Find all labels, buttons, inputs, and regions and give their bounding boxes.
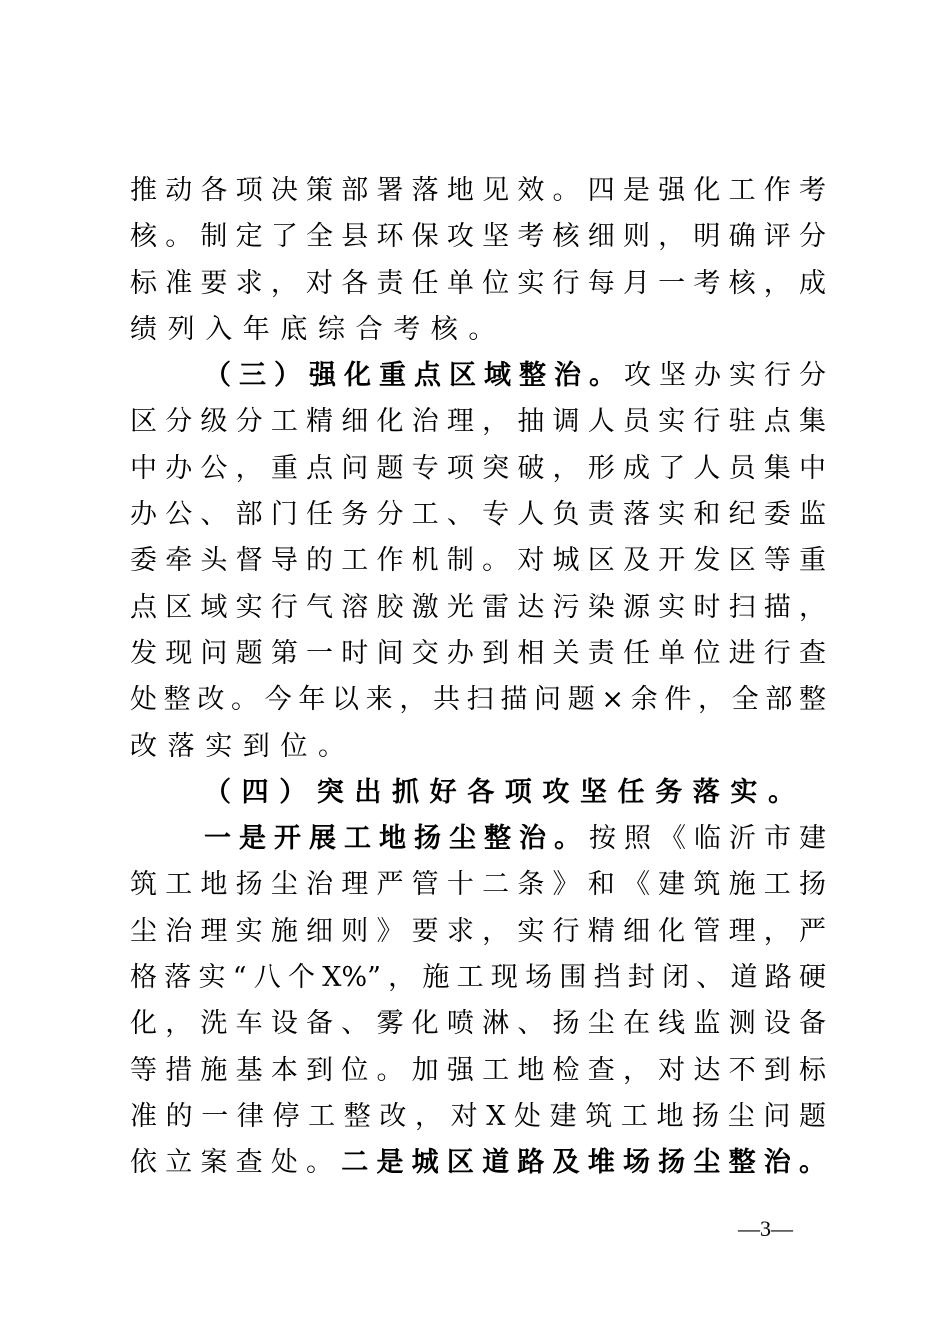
text-line	[130, 446, 826, 492]
text-line	[130, 1001, 826, 1047]
text-line	[130, 1094, 826, 1140]
body-text: 标准要求，对各责任单位实行每月一考核，成	[130, 267, 826, 299]
bold-heading-text: 一是开展工地扬尘整治。	[204, 823, 589, 855]
text-line	[130, 261, 826, 307]
body-text: 点区域实行气溶胶激光雷达污染源实时扫描，	[130, 591, 826, 623]
page-number: —3—	[738, 1216, 793, 1241]
text-line	[130, 353, 826, 399]
document-body	[130, 168, 826, 1187]
text-line	[130, 585, 826, 631]
body-text: 筑工地扬尘治理严管十二条》和《建筑施工扬	[130, 869, 826, 901]
text-line	[130, 1048, 826, 1094]
body-text: 办公、部门任务分工、专人负责落实和纪委监	[130, 499, 826, 531]
text-line	[130, 724, 826, 770]
text-line	[130, 770, 826, 816]
body-text: 攻坚办实行分	[624, 360, 826, 392]
body-text: 尘治理实施细则》要求，实行精细化管理，严	[130, 915, 826, 947]
body-text: 准的一律停工整改，对X处建筑工地扬尘问题	[130, 1100, 826, 1132]
text-line	[130, 955, 826, 1001]
text-line	[130, 677, 826, 723]
text-line	[130, 399, 826, 445]
body-text: 依立案查处。	[130, 1147, 342, 1179]
text-line	[130, 631, 826, 677]
body-text: 发现问题第一时间交办到相关责任单位进行查	[130, 637, 826, 669]
body-text: 绩列入年底综合考核。	[130, 313, 506, 345]
body-text: 委牵头督导的工作机制。对城区及开发区等重	[130, 545, 826, 577]
text-line	[130, 909, 826, 955]
text-line	[130, 816, 826, 862]
body-text: 推动各项决策部署落地见效。四是强化工作考	[130, 175, 826, 206]
body-text: 格落实“八个X%”，施工现场围挡封闭、道路硬	[130, 962, 826, 994]
body-text: 核。制定了全县环保攻坚考核细则，明确评分	[130, 221, 826, 253]
bold-heading-text: （三）强化重点区域整治。	[204, 360, 624, 392]
text-line	[130, 538, 826, 584]
body-text: 等措施基本到位。加强工地检查，对达不到标	[130, 1054, 826, 1086]
body-text: 改落实到位。	[130, 730, 356, 762]
text-line	[130, 492, 826, 538]
body-text: 按照《临沂市建	[589, 823, 826, 855]
text-line	[130, 862, 826, 908]
text-line	[130, 307, 826, 353]
text-line	[130, 1140, 826, 1186]
text-line	[130, 214, 826, 260]
bold-heading-text: （四）突出抓好各项攻坚任务落实。	[204, 776, 806, 808]
text-line	[130, 168, 826, 214]
body-text: 化，洗车设备、雾化喷淋、扬尘在线监测设备	[130, 1008, 826, 1040]
body-text: 处整改。今年以来，共扫描问题×余件，全部整	[130, 684, 826, 716]
body-text: 区分级分工精细化治理，抽调人员实行驻点集	[130, 406, 826, 438]
bold-heading-text: 二是城区道路及堆场扬尘整治。	[341, 1147, 827, 1179]
body-text: 中办公，重点问题专项突破，形成了人员集中	[130, 452, 826, 484]
